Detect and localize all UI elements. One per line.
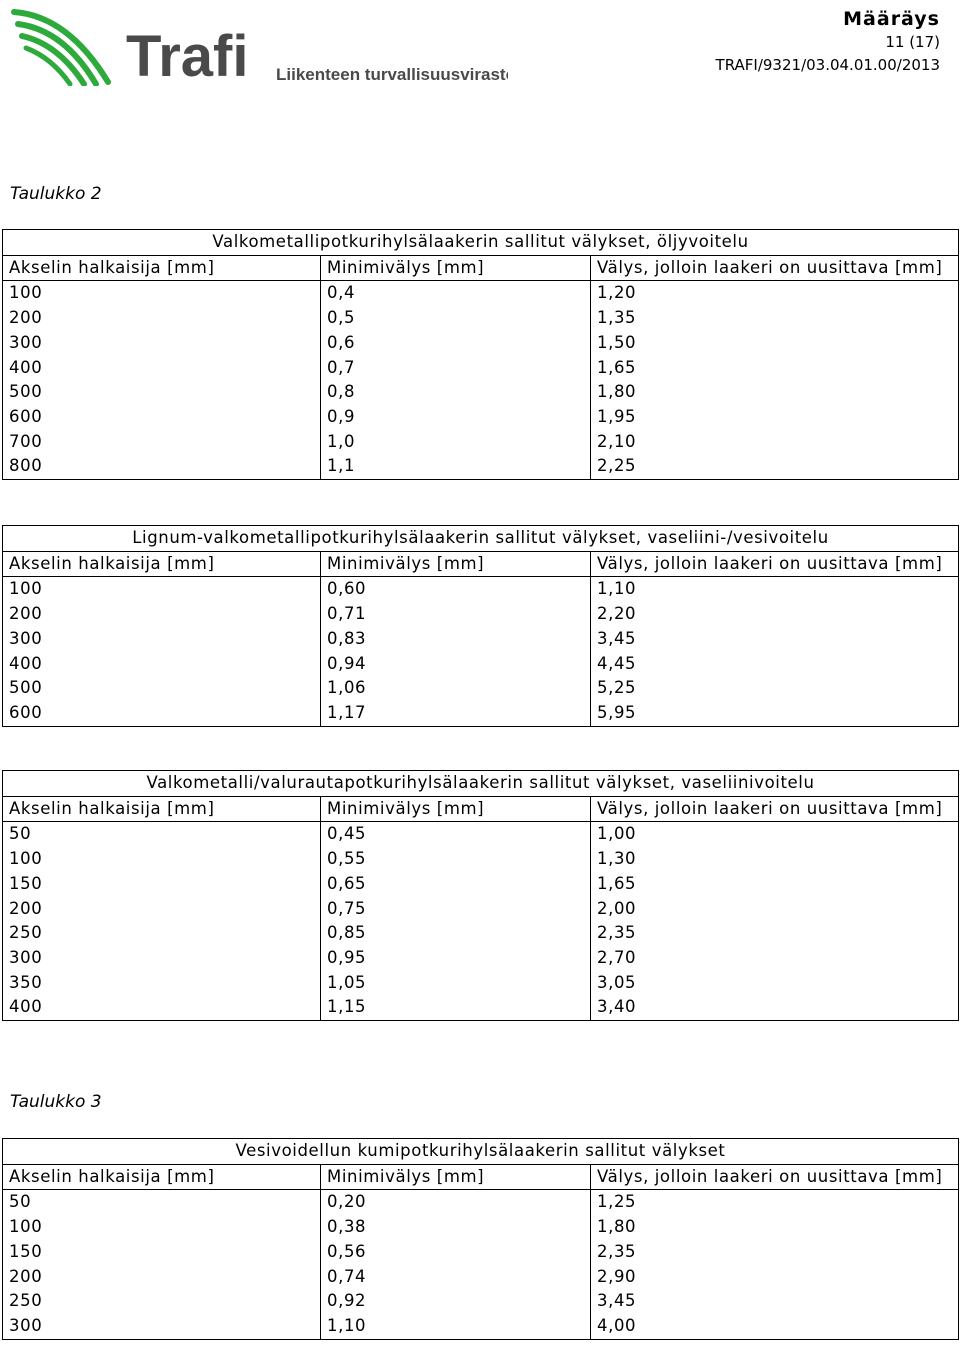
table-cell: 2,35 [591, 1240, 959, 1265]
table-cell: 1,10 [591, 577, 959, 602]
table-cell: 100 [3, 577, 321, 602]
column-header: Minimivälys [mm] [321, 1164, 591, 1190]
table-row [3, 454, 959, 479]
table-cell: 2,20 [591, 602, 959, 627]
page-header [0, 0, 960, 90]
table-cell: 2,70 [591, 946, 959, 971]
table-row [3, 380, 959, 405]
table-cell: 2,90 [591, 1265, 959, 1290]
table-cell: 0,83 [321, 627, 591, 652]
table-cell: 150 [3, 1240, 321, 1265]
table-cell: 4,00 [591, 1314, 959, 1339]
table-cell: 300 [3, 627, 321, 652]
table-row [3, 1215, 959, 1240]
table-row [3, 356, 959, 381]
table-title: Valkometallipotkurihylsälaakerin sallitut välykset, öljyvoitelu [3, 230, 959, 256]
table-2-label: Taulukko 2 [10, 184, 102, 204]
table-row [3, 897, 959, 922]
table-title: Lignum-valkometallipotkurihylsälaakerin sallitut välykset, vaseliini-/vesivoitelu [3, 526, 959, 552]
table-cell: 1,10 [321, 1314, 591, 1339]
table-row [3, 946, 959, 971]
table-cell: 300 [3, 946, 321, 971]
table-cell: 1,15 [321, 995, 591, 1020]
table-cell: 400 [3, 356, 321, 381]
table-cell: 200 [3, 1265, 321, 1290]
table-title: Valkometalli/valurautapotkurihylsälaakerin sallitut välykset, vaseliinivoitelu [3, 771, 959, 797]
table-row [3, 627, 959, 652]
logo-swoosh-icon [14, 12, 108, 84]
table-cell: 1,65 [591, 872, 959, 897]
table-cell: 3,40 [591, 995, 959, 1020]
table-cell: 100 [3, 1215, 321, 1240]
table-cell: 1,05 [321, 971, 591, 996]
table-row [3, 676, 959, 701]
table-cell: 250 [3, 1289, 321, 1314]
table-cell: 0,55 [321, 847, 591, 872]
table-cell: 1,30 [591, 847, 959, 872]
table-cell: 0,60 [321, 577, 591, 602]
table-cell: 1,80 [591, 380, 959, 405]
table-cell: 300 [3, 331, 321, 356]
table-cell: 2,35 [591, 921, 959, 946]
table-cell: 2,25 [591, 454, 959, 479]
table-cell: 0,38 [321, 1215, 591, 1240]
table-cell: 1,06 [321, 676, 591, 701]
column-header: Akselin halkaisija [mm] [3, 796, 321, 822]
column-header: Akselin halkaisija [mm] [3, 1164, 321, 1190]
table-cell: 5,25 [591, 676, 959, 701]
page-number: 11 (17) [885, 33, 940, 51]
table-cell: 0,9 [321, 405, 591, 430]
column-header: Minimivälys [mm] [321, 255, 591, 281]
table-cell: 400 [3, 995, 321, 1020]
table-row [3, 921, 959, 946]
table-cell: 300 [3, 1314, 321, 1339]
table-row [3, 822, 959, 847]
table-cell: 5,95 [591, 701, 959, 726]
table-row [3, 1240, 959, 1265]
clearance-table [2, 1138, 959, 1340]
table-row [3, 971, 959, 996]
table-row [3, 1265, 959, 1290]
table-cell: 0,75 [321, 897, 591, 922]
table-row [3, 995, 959, 1020]
clearance-table [2, 770, 959, 1021]
table-cell: 50 [3, 1190, 321, 1215]
table-cell: 0,8 [321, 380, 591, 405]
table-row [3, 847, 959, 872]
table-row [3, 405, 959, 430]
table-cell: 0,95 [321, 946, 591, 971]
table-cell: 0,65 [321, 872, 591, 897]
table-3-label: Taulukko 3 [10, 1092, 102, 1112]
table-cell: 0,20 [321, 1190, 591, 1215]
column-header: Välys, jolloin laakeri on uusittava [mm] [591, 796, 959, 822]
table-row [3, 577, 959, 602]
logo-tagline: Liikenteen turvallisuusvirasto [276, 65, 508, 84]
column-header: Välys, jolloin laakeri on uusittava [mm] [591, 1164, 959, 1190]
table-cell: 0,74 [321, 1265, 591, 1290]
clearance-table [2, 525, 959, 727]
table-row [3, 281, 959, 306]
table-cell: 0,7 [321, 356, 591, 381]
trafi-logo [8, 4, 508, 90]
document-id: TRAFI/9321/03.04.01.00/2013 [715, 56, 940, 74]
column-header: Akselin halkaisija [mm] [3, 255, 321, 281]
column-header: Välys, jolloin laakeri on uusittava [mm] [591, 551, 959, 577]
table-row [3, 701, 959, 726]
column-header: Välys, jolloin laakeri on uusittava [mm] [591, 255, 959, 281]
table-row [3, 331, 959, 356]
table-cell: 0,94 [321, 652, 591, 677]
table-row [3, 1190, 959, 1215]
table-cell: 0,85 [321, 921, 591, 946]
table-cell: 1,35 [591, 306, 959, 331]
table-row [3, 1314, 959, 1339]
table-cell: 2,00 [591, 897, 959, 922]
table-cell: 1,80 [591, 1215, 959, 1240]
table-cell: 1,1 [321, 454, 591, 479]
table-cell: 3,05 [591, 971, 959, 996]
table-title: Vesivoidellun kumipotkurihylsälaakerin sallitut välykset [3, 1139, 959, 1165]
table-cell: 3,45 [591, 627, 959, 652]
header-meta [716, 8, 940, 77]
column-header: Minimivälys [mm] [321, 796, 591, 822]
table-cell: 50 [3, 822, 321, 847]
column-header: Minimivälys [mm] [321, 551, 591, 577]
clearance-table [2, 229, 959, 480]
table-row [3, 652, 959, 677]
table-cell: 350 [3, 971, 321, 996]
table-cell: 500 [3, 676, 321, 701]
table-cell: 3,45 [591, 1289, 959, 1314]
table-cell: 200 [3, 306, 321, 331]
column-header: Akselin halkaisija [mm] [3, 551, 321, 577]
table-cell: 200 [3, 897, 321, 922]
document-type: Määräys [843, 8, 940, 30]
table-cell: 0,5 [321, 306, 591, 331]
table-cell: 1,0 [321, 430, 591, 455]
table-cell: 4,45 [591, 652, 959, 677]
table-cell: 0,71 [321, 602, 591, 627]
table-row [3, 602, 959, 627]
table-cell: 500 [3, 380, 321, 405]
table-cell: 600 [3, 701, 321, 726]
table-cell: 1,20 [591, 281, 959, 306]
table-cell: 100 [3, 847, 321, 872]
table-cell: 0,56 [321, 1240, 591, 1265]
table-cell: 800 [3, 454, 321, 479]
table-cell: 400 [3, 652, 321, 677]
table-cell: 1,50 [591, 331, 959, 356]
table-cell: 250 [3, 921, 321, 946]
table-cell: 100 [3, 281, 321, 306]
table-row [3, 1289, 959, 1314]
table-cell: 1,25 [591, 1190, 959, 1215]
table-cell: 150 [3, 872, 321, 897]
table-cell: 0,92 [321, 1289, 591, 1314]
table-row [3, 306, 959, 331]
table-cell: 600 [3, 405, 321, 430]
table-cell: 0,6 [321, 331, 591, 356]
table-row [3, 872, 959, 897]
table-cell: 0,4 [321, 281, 591, 306]
table-cell: 0,45 [321, 822, 591, 847]
table-cell: 1,95 [591, 405, 959, 430]
table-cell: 2,10 [591, 430, 959, 455]
table-cell: 1,65 [591, 356, 959, 381]
logo-name: Trafi [126, 24, 249, 86]
table-cell: 1,17 [321, 701, 591, 726]
table-cell: 700 [3, 430, 321, 455]
table-cell: 200 [3, 602, 321, 627]
table-row [3, 430, 959, 455]
table-cell: 1,00 [591, 822, 959, 847]
